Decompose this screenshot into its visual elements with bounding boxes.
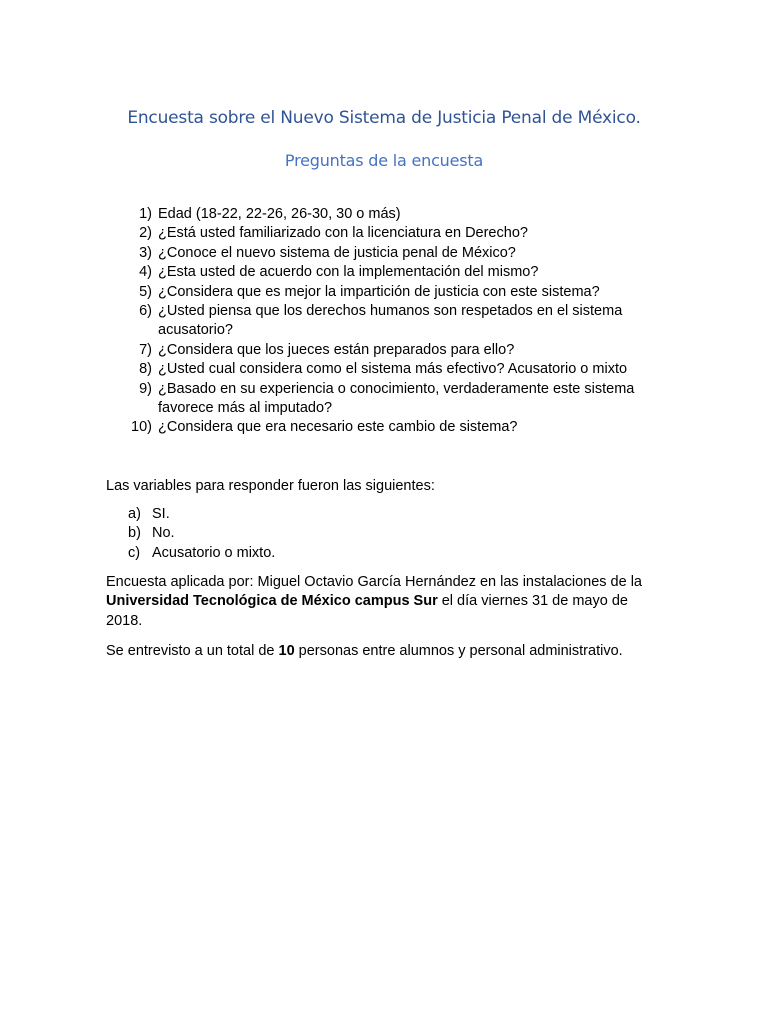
question-number: 4) bbox=[139, 264, 152, 281]
option-text: No. bbox=[152, 525, 175, 542]
question-text: ¿Considera que es mejor la impartición de justicia con este sistema? bbox=[158, 283, 600, 300]
total-count: 10 bbox=[278, 643, 295, 659]
survey-applied-paragraph bbox=[106, 573, 666, 631]
question-text: ¿Conoce el nuevo sistema de justicia penal de México? bbox=[158, 244, 516, 261]
question-number: 5) bbox=[139, 283, 152, 300]
question-item bbox=[106, 360, 666, 379]
question-item bbox=[106, 380, 666, 419]
question-number: 8) bbox=[139, 361, 152, 378]
question-item bbox=[106, 224, 666, 243]
question-text: ¿Usted cual considera como el sistema más efectivo? Acusatorio o mixto bbox=[158, 361, 628, 378]
option-item bbox=[106, 524, 666, 543]
question-number: 6) bbox=[139, 303, 152, 320]
question-text: ¿Usted piensa que los derechos humanos son respetados en el sistema acusatorio? bbox=[158, 303, 623, 339]
option-letter: a) bbox=[128, 506, 141, 522]
question-number: 7) bbox=[139, 341, 152, 358]
question-item bbox=[106, 244, 666, 263]
question-item bbox=[106, 341, 666, 360]
document-subtitle: Preguntas de la encuesta bbox=[284, 151, 484, 170]
option-text: SI. bbox=[152, 506, 170, 522]
question-text: ¿Basado en su experiencia o conocimiento, verdaderamente este sistema favorece más al imputado? bbox=[158, 380, 635, 417]
answer-options-list bbox=[106, 505, 666, 563]
question-number: 9) bbox=[139, 380, 152, 397]
question-text: ¿Considera que era necesario este cambio de sistema? bbox=[158, 419, 518, 436]
variables-intro: Las variables para responder fueron las siguientes: bbox=[106, 478, 435, 494]
questions-list bbox=[106, 205, 666, 438]
question-number: 1) bbox=[139, 206, 152, 222]
question-number: 10) bbox=[131, 419, 152, 436]
option-text: Acusatorio o mixto. bbox=[152, 544, 276, 561]
option-item bbox=[106, 505, 666, 524]
option-letter: c) bbox=[128, 544, 141, 561]
total-text-pre: Se entrevisto a un total de bbox=[106, 643, 279, 659]
applied-text-post: el día viernes 31 de mayo de 2018. bbox=[106, 593, 628, 629]
option-item bbox=[106, 544, 666, 563]
question-number: 2) bbox=[139, 225, 152, 242]
question-item bbox=[106, 302, 666, 341]
question-text: ¿Está usted familiarizado con la licenciatura en Derecho? bbox=[158, 225, 528, 242]
question-number: 3) bbox=[139, 244, 152, 261]
question-item bbox=[106, 205, 666, 224]
document-title: Encuesta sobre el Nuevo Sistema de Justicia Penal de México. bbox=[127, 108, 641, 128]
question-item bbox=[106, 283, 666, 302]
applied-text-pre: Encuesta aplicada por: Miguel Octavio García Hernández en las instalaciones de la bbox=[106, 574, 642, 590]
question-item bbox=[106, 418, 666, 437]
university-name: Universidad Tecnológica de México campus Sur bbox=[106, 593, 438, 610]
question-text: Edad (18-22, 22-26, 26-30, 30 o más) bbox=[158, 206, 401, 222]
question-text: ¿Considera que los jueces están preparados para ello? bbox=[158, 341, 515, 358]
option-letter: b) bbox=[128, 525, 141, 542]
total-text-post: personas entre alumnos y personal administrativo. bbox=[294, 643, 623, 659]
total-interviewed-paragraph bbox=[106, 642, 666, 661]
question-text: ¿Esta usted de acuerdo con la implementación del mismo? bbox=[158, 264, 539, 281]
question-item bbox=[106, 263, 666, 282]
